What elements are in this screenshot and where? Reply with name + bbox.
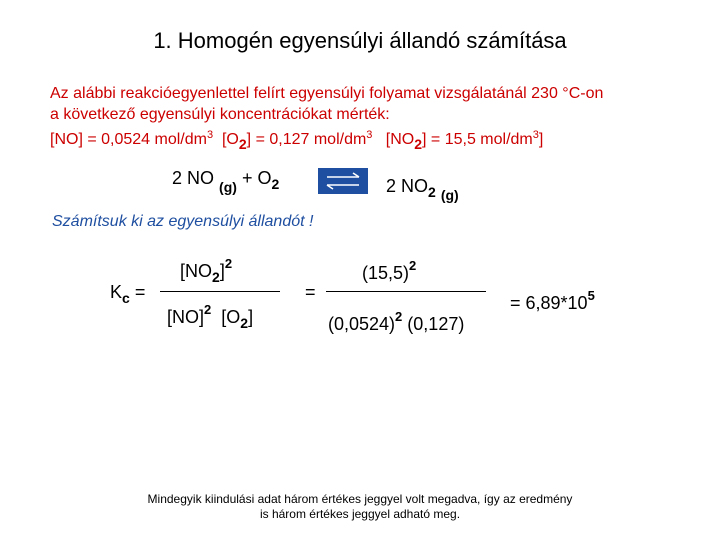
kc-equals: = bbox=[134, 282, 146, 302]
reaction-left-side bbox=[172, 168, 280, 195]
value-fraction-line bbox=[326, 291, 486, 292]
kc-num-open: [NO bbox=[180, 261, 213, 281]
product-no2: 2 NO bbox=[386, 176, 429, 196]
intro-line-1: Az alábbi reakcióegyenlettel felírt egyensúlyi folyamat vizsgálatánál 230 °C-on bbox=[50, 85, 604, 102]
equilibrium-arrows-icon bbox=[318, 168, 368, 194]
no2-concentration: ] = 15,5 mol/dm bbox=[422, 131, 533, 148]
footer-line-2: is három értékes jeggyel adható meg. bbox=[259, 507, 461, 521]
reactant-no: 2 NO bbox=[172, 168, 215, 188]
kc-fraction-line bbox=[160, 291, 280, 292]
value-den-a: (0,0524) bbox=[328, 314, 396, 334]
reaction-right-side bbox=[386, 176, 459, 203]
o2-unit-exponent: 3 bbox=[366, 129, 373, 141]
value-equals: = bbox=[305, 282, 316, 302]
o2-subscript: 2 bbox=[238, 136, 247, 152]
result-value: = 6,89*10 bbox=[510, 293, 588, 313]
o2-concentration: ] = 0,127 mol/dm bbox=[246, 131, 367, 148]
value-numerator bbox=[362, 258, 416, 284]
no2-subscript: 2 bbox=[414, 136, 423, 152]
kc-denominator bbox=[167, 302, 254, 331]
kc-den-o2-open: [O bbox=[221, 307, 241, 327]
reactant-o2: + O bbox=[241, 168, 272, 188]
value-den-a-exponent: 2 bbox=[395, 309, 403, 324]
o2-open: [O bbox=[221, 131, 239, 148]
value-num-exponent: 2 bbox=[409, 258, 417, 273]
task-text: Számítsuk ki az egyensúlyi állandót ! bbox=[52, 213, 314, 230]
kc-den-no-exponent: 2 bbox=[204, 302, 212, 317]
footer-line-1: Mindegyik kiindulási adat három értékes jeggyel volt megadva, így az eredmény bbox=[147, 492, 573, 506]
product-no2-subscript: 2 bbox=[428, 184, 436, 200]
no2-open: [NO bbox=[385, 131, 415, 148]
reactant-no-state: (g) bbox=[219, 179, 237, 195]
value-num: (15,5) bbox=[362, 263, 410, 283]
reactant-o2-subscript: 2 bbox=[271, 176, 280, 192]
kc-den-o2-subscript: 2 bbox=[240, 315, 249, 331]
value-den-b: (0,127) bbox=[407, 314, 465, 334]
kc-num-exponent: 2 bbox=[224, 256, 233, 271]
kc-label bbox=[110, 282, 146, 306]
result-exponent: 5 bbox=[587, 288, 595, 303]
result bbox=[510, 288, 595, 314]
no-unit-exponent: 3 bbox=[206, 129, 214, 141]
kc-den-no: [NO] bbox=[167, 307, 205, 327]
kc-num-subscript: 2 bbox=[212, 269, 220, 285]
no2-unit-exponent: 3 bbox=[532, 129, 539, 141]
kc-numerator bbox=[180, 256, 233, 285]
intro-text bbox=[50, 83, 603, 150]
no2-close: ] bbox=[538, 131, 544, 148]
kc-k: K bbox=[110, 282, 123, 302]
kc-den-o2-close: ] bbox=[248, 307, 254, 327]
product-no2-state: (g) bbox=[440, 187, 459, 203]
concentrations-line bbox=[50, 125, 603, 150]
footer-note bbox=[0, 492, 720, 522]
no-concentration: [NO] = 0,0524 mol/dm bbox=[50, 131, 207, 148]
intro-line-2: a következő egyensúlyi koncentrációkat mérték: bbox=[50, 106, 390, 123]
value-denominator bbox=[328, 309, 464, 335]
kc-num-close: ] bbox=[219, 261, 225, 281]
page-title: 1. Homogén egyensúlyi állandó számítása bbox=[153, 28, 567, 53]
kc-subscript: c bbox=[122, 290, 130, 306]
